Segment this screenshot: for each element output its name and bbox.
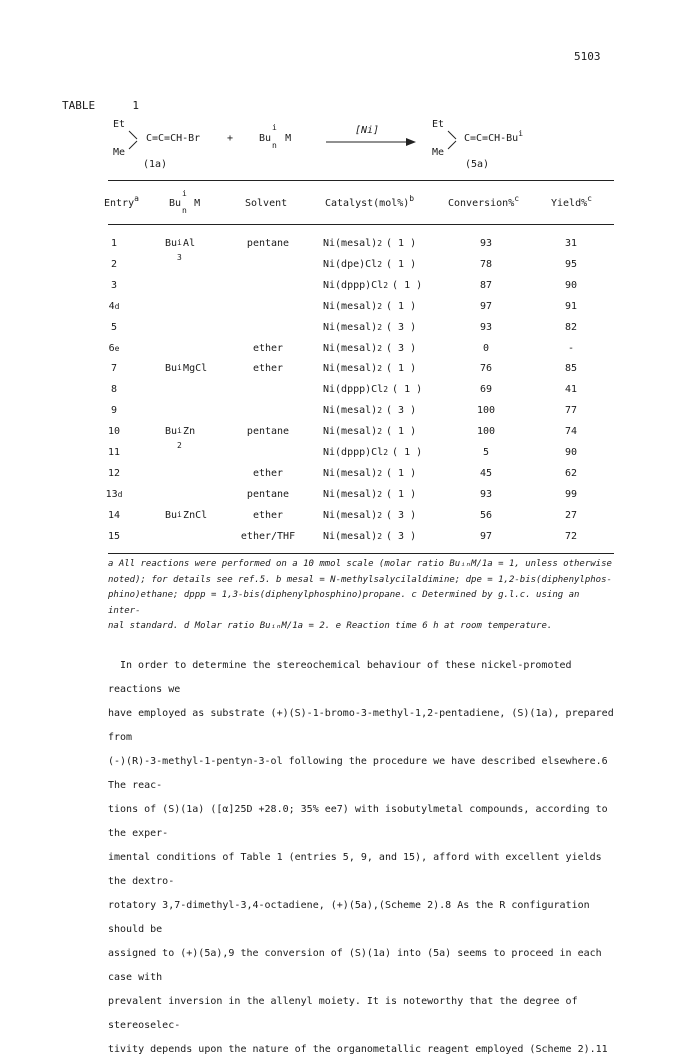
cell-solvent: pentane	[246, 426, 290, 438]
body-line-3: (-)(R)-3-methyl-1-pentyn-3-ol following the procedure we have described elsewhere.6 The reac-	[108, 756, 608, 791]
table-row	[0, 447, 680, 467]
cell-conversion: 78	[479, 258, 493, 270]
product-me: Me	[432, 147, 445, 158]
cell-catalyst-sub: 2	[377, 239, 383, 248]
cell-reagent	[165, 468, 171, 479]
table-header-rule	[108, 224, 614, 225]
header-reagent-m: M	[194, 198, 201, 209]
table-row	[0, 384, 680, 404]
cell-catalyst-post: ( 3 )	[386, 530, 417, 542]
reactant-et: Et	[113, 119, 126, 130]
cell-reagent	[165, 405, 171, 416]
header-reagent-bu: Bu	[169, 198, 182, 209]
cell-yield: 31	[564, 238, 578, 249]
cell-catalyst-pre: Ni(dpe)Cl	[323, 258, 378, 270]
cell-catalyst-sub: 2	[377, 489, 383, 499]
plus-sign: +	[227, 133, 234, 144]
cell-conversion: 69	[479, 384, 493, 396]
cell-catalyst-pre: Ni(mesal)	[323, 467, 378, 479]
cell-reagent	[165, 301, 171, 312]
cell-reagent-sub: 2	[177, 441, 182, 451]
header-reagent-i: i	[182, 189, 187, 198]
cell-catalyst-pre: Ni(mesal)	[323, 509, 378, 521]
cell-catalyst	[323, 301, 416, 312]
reactant-me: Me	[113, 147, 126, 158]
footnote-line-4: nal standard. d Molar ratio BuᵢₙM/1a = 2. e Reaction time 6 h at room temperature.	[108, 621, 553, 631]
table-row	[0, 280, 680, 300]
cell-catalyst-sub: 2	[377, 343, 383, 353]
header-catalyst-text: Catalyst(mol%)	[325, 198, 410, 209]
cell-entry-number: 4	[108, 300, 115, 312]
cell-reagent-sub: 3	[177, 253, 182, 262]
reaction-arrow	[326, 137, 416, 147]
cell-catalyst-post: ( 3 )	[386, 342, 417, 354]
cell-catalyst-post: ( 1 )	[386, 363, 417, 375]
cell-catalyst	[323, 405, 416, 416]
reagent-formula	[259, 123, 292, 150]
cell-entry	[100, 426, 128, 437]
cell-catalyst-sub: 2	[377, 406, 383, 416]
table-row	[0, 259, 680, 279]
cell-reagent	[165, 426, 196, 451]
cell-entry-number: 15	[107, 530, 121, 542]
header-yield-text: Yield%	[551, 198, 588, 209]
cell-catalyst-pre: Ni(dppp)Cl	[323, 279, 384, 291]
cell-yield: -	[567, 342, 575, 354]
cell-entry	[100, 510, 128, 521]
cell-entry	[100, 531, 128, 542]
footnote-line-2: noted); for details see ref.5. b mesal = N-methylsalycilaldimine; dpe = 1,2-bis(diphenylphos-	[108, 574, 612, 585]
table-row	[0, 468, 680, 488]
body-paragraph	[108, 654, 618, 1062]
cell-entry	[100, 301, 128, 312]
cell-conversion: 76	[479, 363, 493, 375]
product-chain-text: C=C=CH-Bu	[464, 133, 519, 144]
cell-entry-number: 2	[110, 258, 118, 270]
footnote-line-3: phino)ethane; dppp = 1,3-bis(diphenylphosphino)propane. c Determined by g.l.c. using an inter-	[108, 590, 580, 616]
cell-catalyst-pre: Ni(mesal)	[323, 321, 378, 333]
header-yield	[551, 194, 592, 209]
cell-reagent-tail: Al	[183, 238, 196, 249]
cell-conversion: 5	[482, 447, 490, 458]
cell-reagent-sup: i	[177, 238, 182, 247]
reagent-n: n	[272, 141, 277, 150]
cell-catalyst-pre: Ni(mesal)	[323, 238, 378, 249]
cell-entry	[100, 322, 128, 333]
cell-conversion: 97	[479, 300, 493, 312]
page-number: 5103	[574, 50, 601, 63]
cell-catalyst-sub: 2	[377, 322, 383, 332]
table-row	[0, 426, 680, 451]
cell-catalyst	[323, 343, 416, 354]
cell-catalyst-pre: Ni(mesal)	[323, 342, 378, 354]
cell-catalyst	[323, 447, 422, 458]
table-row	[0, 343, 680, 363]
cell-yield: 77	[564, 405, 578, 417]
cell-yield: 99	[564, 488, 578, 500]
header-solvent: Solvent	[245, 198, 288, 209]
cell-reagent	[165, 259, 171, 270]
table-footnotes	[108, 557, 614, 635]
body-line-4: tions of (S)(1a) ([α]25D +28.0; 35% ee7) with isobutylmetal compounds, according to the exper-	[108, 804, 608, 839]
cell-yield: 91	[564, 300, 578, 312]
product-chain	[464, 129, 524, 144]
header-entry-text: Entry	[104, 198, 135, 209]
cell-reagent	[165, 363, 207, 374]
cell-catalyst-pre: Ni(dppp)Cl	[323, 447, 384, 458]
header-conversion-sup: c	[514, 194, 520, 203]
cell-catalyst-sub: 2	[377, 364, 383, 374]
cell-reagent	[165, 280, 171, 291]
cell-entry-number: 1	[110, 238, 118, 249]
cell-catalyst-sub: 2	[383, 280, 389, 290]
cell-catalyst-pre: Ni(mesal)	[323, 300, 378, 312]
table-row	[0, 489, 680, 509]
cell-yield: 72	[564, 530, 578, 542]
cell-entry-sup: e	[114, 343, 120, 353]
cell-reagent	[165, 384, 171, 395]
cell-yield: 82	[564, 321, 578, 333]
cell-entry	[100, 489, 128, 500]
cell-solvent: ether	[252, 363, 284, 375]
cell-conversion: 100	[476, 426, 496, 438]
table-row	[0, 322, 680, 342]
table-title-label: TABLE	[62, 99, 96, 112]
product-et: Et	[432, 119, 445, 130]
reagent-bu: Bu	[259, 133, 272, 144]
cell-solvent: pentane	[246, 488, 290, 500]
cell-reagent	[165, 447, 171, 458]
cell-reagent-base: Bu	[165, 426, 178, 438]
body-line-5: imental conditions of Table 1 (entries 5, 9, and 15), afford with excellent yields the dextro-	[108, 852, 602, 887]
table-row	[0, 301, 680, 321]
header-conversion	[448, 194, 520, 209]
cell-entry	[100, 384, 128, 395]
cell-catalyst	[323, 510, 416, 521]
cell-catalyst-post: ( 1 )	[386, 426, 417, 438]
cell-conversion: 100	[476, 405, 496, 417]
cell-entry	[100, 259, 128, 270]
cell-reagent-tail: ZnCl	[183, 509, 208, 521]
cell-catalyst-pre: Ni(mesal)	[323, 363, 378, 375]
cell-catalyst	[323, 322, 416, 333]
table-number: 1	[132, 99, 139, 112]
cell-catalyst-sub: 2	[377, 259, 383, 269]
cell-yield: 41	[564, 384, 578, 396]
body-line-7: assigned to (+)(5a),9 the conversion of (S)(1a) into (5a) seems to proceed in each case with	[108, 948, 602, 983]
product-bonds	[446, 129, 462, 151]
header-catalyst-sup: b	[409, 194, 415, 203]
cell-entry-number: 13	[105, 488, 118, 500]
header-conversion-text: Conversion%	[448, 198, 515, 209]
cell-yield: 90	[564, 279, 578, 291]
cell-reagent-sup: i	[177, 426, 182, 436]
reagent-i: i	[272, 123, 277, 132]
table-row	[0, 363, 680, 383]
cell-catalyst-sub: 2	[377, 468, 383, 478]
cell-entry	[100, 363, 128, 374]
cell-catalyst-post: ( 1 )	[392, 279, 423, 291]
cell-catalyst	[323, 384, 422, 395]
cell-entry	[100, 238, 128, 249]
cell-reagent-base: Bu	[165, 238, 178, 249]
product-label: (5a)	[465, 159, 490, 170]
cell-yield: 27	[564, 509, 578, 521]
cell-catalyst-sub: 2	[377, 301, 383, 311]
cell-catalyst-sub: 2	[377, 510, 383, 520]
cell-entry	[100, 405, 128, 416]
cell-yield: 95	[564, 258, 578, 270]
cell-catalyst	[323, 531, 416, 542]
cell-entry-number: 5	[110, 321, 118, 333]
cell-solvent: pentane	[246, 238, 290, 249]
cell-catalyst	[323, 280, 422, 291]
table-row	[0, 531, 680, 551]
cell-reagent	[165, 322, 171, 333]
cell-conversion: 93	[479, 238, 493, 249]
cell-catalyst	[323, 259, 416, 270]
header-yield-sup: c	[587, 194, 592, 203]
cell-entry-number: 14	[107, 509, 121, 521]
cell-entry	[100, 447, 128, 458]
cell-catalyst	[323, 426, 416, 437]
cell-catalyst-post: ( 1 )	[386, 488, 417, 500]
table-title	[62, 99, 139, 112]
cell-catalyst	[323, 363, 416, 374]
header-reagent	[169, 189, 201, 215]
table-top-rule	[108, 180, 614, 181]
cell-entry-number: 6	[108, 342, 115, 354]
table-row	[0, 405, 680, 425]
reagent-m: M	[285, 133, 292, 144]
cell-reagent	[165, 238, 196, 262]
cell-reagent	[165, 489, 171, 500]
cell-reagent-tail: Zn	[183, 426, 196, 438]
cell-entry-number: 10	[107, 426, 121, 438]
cell-catalyst-post: ( 1 )	[386, 238, 417, 249]
product-i: i	[518, 129, 524, 138]
header-reagent-n: n	[182, 206, 187, 215]
cell-solvent: ether	[252, 467, 284, 479]
cell-entry-number: 7	[110, 363, 118, 375]
table-row	[0, 510, 680, 530]
cell-catalyst	[323, 238, 416, 249]
cell-catalyst-sub: 2	[383, 448, 389, 457]
cell-catalyst-sub: 2	[377, 531, 383, 541]
cell-conversion: 93	[479, 488, 493, 500]
cell-yield: 85	[564, 363, 578, 375]
cell-entry-number: 3	[110, 279, 118, 291]
cell-catalyst-pre: Ni(dppp)Cl	[323, 384, 384, 396]
cell-conversion: 56	[479, 509, 493, 521]
table-bottom-rule	[108, 553, 614, 554]
cell-catalyst-post: ( 1 )	[392, 447, 423, 458]
cell-entry	[100, 280, 128, 291]
cell-conversion: 0	[482, 342, 490, 354]
cell-entry-number: 12	[107, 467, 121, 479]
cell-solvent: ether	[252, 509, 284, 521]
cell-yield: 90	[564, 447, 578, 458]
header-catalyst	[325, 194, 415, 209]
body-line-6: rotatory 3,7-dimethyl-3,4-octadiene, (+)(5a),(Scheme 2).8 As the R configuration should be	[108, 900, 590, 935]
cell-catalyst	[323, 468, 416, 479]
cell-catalyst-post: ( 3 )	[386, 509, 417, 521]
header-entry-sup: a	[134, 194, 139, 203]
cell-yield: 74	[564, 426, 578, 438]
cell-entry-number: 8	[110, 384, 118, 396]
reactant-bonds	[127, 129, 143, 151]
footnote-line-1: a All reactions were performed on a 10 mmol scale (molar ratio BuᵢₙM/1a = 1, unless otherwise	[108, 559, 612, 569]
cell-catalyst-pre: Ni(mesal)	[323, 530, 378, 542]
cell-entry	[100, 343, 128, 354]
body-line-1: In order to determine the stereochemical behaviour of these nickel-promoted reactions we	[108, 660, 572, 695]
cell-catalyst-post: ( 3 )	[386, 321, 417, 333]
body-line-9: tivity depends upon the nature of the organometallic reagent employed (Scheme 2).11	[108, 1044, 608, 1055]
reaction-scheme	[0, 115, 680, 175]
cell-conversion: 97	[479, 530, 493, 542]
cell-catalyst-post: ( 3 )	[386, 405, 417, 417]
cell-catalyst	[323, 489, 416, 500]
cell-catalyst-post: ( 1 )	[386, 467, 417, 479]
reactant-chain: C=C=CH-Br	[146, 133, 201, 144]
cell-catalyst-pre: Ni(mesal)	[323, 405, 378, 417]
cell-reagent-sup: i	[177, 363, 182, 373]
cell-entry-number: 9	[110, 405, 118, 417]
cell-catalyst-post: ( 1 )	[386, 258, 417, 270]
cell-catalyst-sub: 2	[377, 427, 383, 437]
body-line-8: prevalent inversion in the allenyl moiety. It is noteworthy that the degree of stereoselec-	[108, 996, 578, 1031]
cell-reagent-sup: i	[177, 509, 182, 519]
cell-catalyst-post: ( 1 )	[386, 300, 417, 312]
reactant-label: (1a)	[143, 159, 168, 170]
cell-catalyst-pre: Ni(mesal)	[323, 426, 378, 438]
cell-entry-sup: d	[114, 301, 120, 311]
cell-catalyst-sub: 2	[383, 385, 389, 395]
table-row	[0, 238, 680, 262]
cell-entry-sup: d	[117, 489, 123, 499]
cell-reagent	[165, 343, 171, 354]
cell-yield: 62	[564, 467, 578, 479]
cell-reagent-base: Bu	[165, 363, 178, 375]
cell-solvent: ether/THF	[240, 530, 296, 542]
cell-catalyst-pre: Ni(mesal)	[323, 488, 378, 500]
body-line-2: have employed as substrate (+)(S)-1-bromo-3-methyl-1,2-pentadiene, (S)(1a), prepared from	[108, 708, 614, 743]
catalyst-label: [Ni]	[355, 125, 380, 136]
cell-entry	[100, 468, 128, 479]
cell-reagent	[165, 531, 171, 542]
cell-reagent-base: Bu	[165, 509, 178, 521]
cell-reagent-tail: MgCl	[183, 363, 208, 375]
cell-solvent: ether	[252, 342, 284, 354]
header-entry	[104, 194, 139, 209]
cell-conversion: 93	[479, 321, 493, 333]
cell-conversion: 45	[479, 467, 493, 479]
cell-reagent	[165, 510, 207, 521]
cell-conversion: 87	[479, 279, 493, 291]
cell-entry-number: 11	[107, 447, 121, 458]
cell-catalyst-post: ( 1 )	[392, 384, 423, 396]
